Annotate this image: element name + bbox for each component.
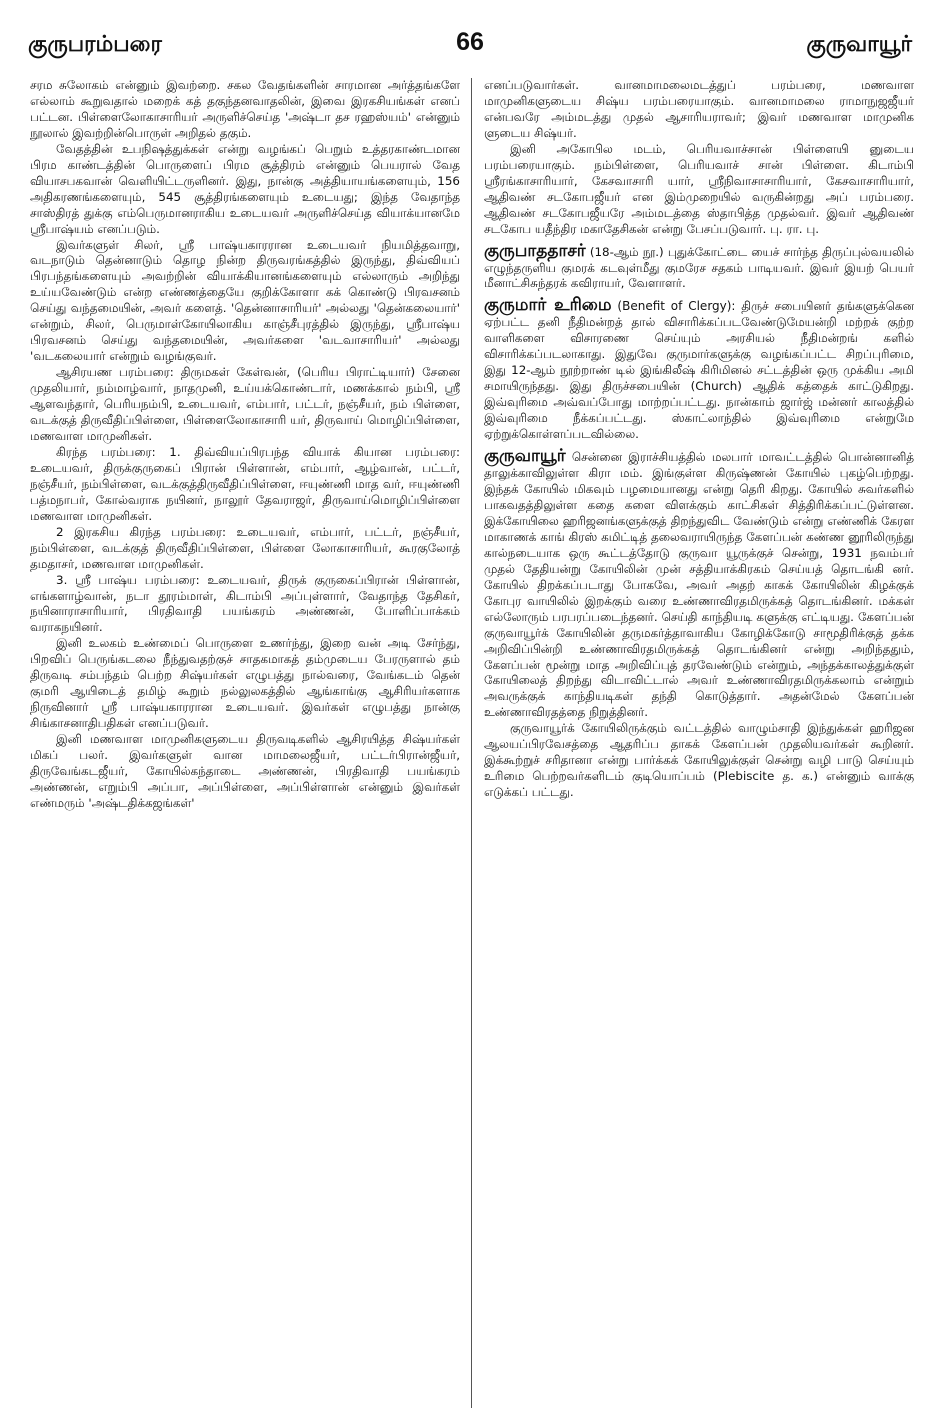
right-column	[484, 78, 914, 1408]
paragraph: இவர்களுள் சிலர், ஸ்ரீ பாஷ்யகாரரான உடையவர் நியமித்தவாறு, வடநாடும் தென்னாடும் தொழ நின்ற திருவரங்கத்தில் இருந்து, திவ்வியப் பிரபந்தங்களையும் அவற்றின் வியாக்கியானங்களையும் எல்லாரும் அறிந்து உய்யவேண்டும் என்ற எண்ணத்தையே குறிக்கோளா கக் கொண்டு பிரவசனம் செய்து வந்தமையின், அவர் களைத். 'தென்னாசாரியர்' அல்லது 'தென்கலையார்' என்றும், சிலர், பெருமாள்கோயிலாகிய காஞ்சீபுரத்தில் இருந்து, ஸ்ரீபாஷ்ய பிரவசனம் செய்து வந்தமையின், அவர்களை 'வடவாசாரியர்' அல்லது 'வடகலையார் என்றும் வழங்குவர்.	[30, 237, 460, 364]
paragraph: இனி உலகம் உண்மைப் பொருளை உணர்ந்து, இறை வன் அடி சேர்ந்து, பிறவிப் பெருங்கடலை நீந்துவதற்குச் சாதகமாகத் தம்முடைய பேரருளால் தம் திருவடி சம்பந்தம் பெற்ற சிஷ்யர்கள் எழுபத்து நால்வரை, வேங்கடம் தென் குமரி ஆயிடைத் தமிழ் கூறும் நல்லுலகத்தில் ஆங்காங்கு ஆசிரியர்களாக நிருவினார் ஸ்ரீ பாஷ்யகாரரான உடையவர். இவர்கள் எழுபத்து நான்கு சிங்காசனாதிபதிகள் எனப்படுவர்.	[30, 636, 460, 731]
paragraph: 3. ஸ்ரீ பாஷ்ய பரம்பரை: உடையவர், திருக் குருகைப்பிரான் பிள்ளான், எங்களாழ்வான், நடா தூரம்மாள், கிடாம்பி அப்புள்ளார், வேதாந்த தேசிகர், நயினாராசாரியார், பிரதிவாதி பயங்கரம் அண்ணன், போளிப்பாக்கம் வராகநயினர்.	[30, 572, 460, 635]
paragraph: கிரந்த பரம்பரை: 1. திவ்வியப்பிரபந்த வியாக் கியான பரம்பரை: உடையவர், திருக்குருகைப் பிரான் பிள்ளான், எம்பார், ஆழ்வான், பட்டர், நஞ்சீயர், நம்பிள்ளை, வடக்குத்திருவீதிப்பிள்ளை, ஈயுண்ணி மாத வர், ஈயுண்ணி பத்மநாபர், கோல்வராக நயினர், நாலூர் தேவராஜர், திருவாய்மொழிப்பிள்ளை மணவாள மாமுனிகள்.	[30, 444, 460, 523]
paragraph: சரம சுலோகம் என்னும் இவற்றை. சகல வேதங்களின் சாரமான அர்த்தங்களே எல்லாம் கூறுவதால் மறைக் கத் தகுந்தனவாதலின், இவை இரகசியங்கள் எனப் பட்டன. பிள்ளைலோகாசாரியர் அருளிச்செய்த 'அஷ்டா தச ரஹஸ்யம்' என்னும் நூலால் இவற்றின்பொருள் அறிதல் தகும்.	[30, 78, 460, 140]
entry-gurupathathasar	[484, 242, 914, 293]
paragraph: குருவாயூர்க் கோயிலிருக்கும் வட்டத்தில் வாழும்சாதி இந்துக்கள் ஹரிஜன ஆலயப்பிரவேசத்தை ஆதரிப்ப தாகக் கேளப்பன் முதலியவர்கள் கூறினர். இக்கூற்றுச் சரிதானா என்று பார்க்கக் கோயிலுக்குள் சென்று வழி பாடு செய்யும் உரிமை பெற்றவர்களிடம் குடியொப்பம் (Plebiscite த. க.) என்னும் வாக்கு எடுக்கப் பட்டது.	[484, 721, 914, 800]
entry-body: சென்னை இராச்சியத்தில் மலபார் மாவட்டத்தில் பொன்னானித் தாலுக்காவிலுள்ள கிரா மம். இங்குள்ள கிருஷ்ணன் கோயில் புகழ்பெற்றது. இந்தக் கோயில் மிகவும் பழமையானது என்று தெரி கிறது. கோயில் சுவர்களில் பாகவதத்திலுள்ள கதை களை விளக்கும் காட்சிகள் சித்திரிக்கப்பட்டுள்ளன. இக்கோயிலை ஹரிஜனங்களுக்குத் திறந்துவிட வேண்டும் என்று எண்ணிக் கேரள மாகாணக் காங் கிரஸ் கமிட்டித் தலைவராயிருந்த கேளப்பன் கண்ண னூரிலிருந்து கால்நடையாக ஒரு கூட்டத்தோடு குருவா யூருக்குச் சென்று, 1931 நவம்பர் முதல் தேதியன்று கோயிலின் முன் சத்தியாக்கிரகம் செய்யத் தொடங்கி னர். கோயில் திறக்கப்படாது போகவே, அவர் அதற் காகக் கோயிலின் கிழக்குக் கோபுர வாயிலில் இறக்கும் வரை உண்ணாவிரதமிருக்கத் தொடங்கினர். மக்கள் எல்லோரும் பரபரப்படைந்தனர். செய்தி காந்தியடி களுக்கு எட்டியது. கேளப்பன் குருவாயூர்க் கோயிலின் தருமகர்த்தாவாகிய கோழிக்கோடு சாமூதிரிக்குத் தக்க அறிவிப்பின்றி உண்ணாவிரதமிருக்கத் தொடங்கினர் என்று அறிந்ததும், கேளப்பன் மூன்று மாத அறிவிப்புத் தரவேண்டும் என்றும், அந்தக்காலத்துக்குள் கோயிலைத் திறந்து விடாவிட்டால் அவர் உண்ணாவிரதமிருக்கலாம் என்றும் அவருக்குக் காந்தியடிகள் தந்தி கொடுத்தார். அதன்மேல் கேளப்பன் உண்ணாவிரதத்தை நிறுத்தினர்.	[484, 450, 914, 720]
paragraph: இனி மணவாள மாமுனிகளுடைய திருவடிகளில் ஆசிரயித்த சிஷ்யர்கள் மிகப் பலர். இவர்களுள் வான மாமலைஜீயர், பட்டர்பிரான்ஜீயர், திருவேங்கடஜீயர், கோயில்கந்தாடை அண்ணன், பிரதிவாதி பயங்கரம் அண்ணன், எறும்பி அப்பா, அப்பிள்ளை, அப்பிள்ளான் என்னும் இவர்கள் எண்மரும் 'அஷ்டதிக்கஜங்கள்'	[30, 732, 460, 810]
running-header	[28, 26, 912, 72]
paragraph: 2 இரகசிய கிரந்த பரம்பரை: உடையவர், எம்பார், பட்டர், நஞ்சீயர், நம்பிள்ளை, வடக்குத் திருவீதிப்பிள்ளை, பிள்ளை லோகாசாரியர், கூரகுலோத் தமதாசர், மணவாள மாமுனிகள்.	[30, 524, 460, 571]
entry-body: (18-ஆம் நூ.) புதுக்கோட்டை யைச் சார்ந்த திருப்புல்வயலில் எழுந்தருளிய குமரக் கடவுள்மீது குமரேச சதகம் பாடியவர். இவர் இயற் பெயர் மீனாட்சிசுந்தரக் கவிராயர், வேளாளர்.	[484, 244, 914, 291]
paragraph: இனி அகோபில மடம், பெரியவாச்சான் பிள்ளையி னுடைய பரம்பரையாகும். நம்பிள்ளை, பெரியவாச் சான் பிள்ளை. கிடாம்பி ஸ்ரீரங்காசாரியார், கேசவாசாரி யார், ஸ்ரீநிவாசாசாரியார், கேசவாசாரியார், ஆதிவண் சடகோபஜீயர் என இம்முறையில் வருகின்றது அப் பரம்பரை. ஆதிவண் சடகோபஜீயரே அம்மடத்தை ஸ்தாபித்த முதல்வர். இவர் ஆதிவண் சடகோப யதீந்திர மகாதேசிகன் என்று பேசப்படுவார். பு. ரா. பு.	[484, 141, 914, 236]
entry-subtitle: (Benefit of Clergy):	[611, 299, 736, 314]
column-divider	[471, 78, 472, 1408]
entry-headword: குருவாயூர்	[484, 446, 566, 467]
running-head-left: குருபரம்பரை	[28, 32, 162, 57]
entry-gurumar-urimai	[484, 296, 914, 443]
left-column	[30, 78, 460, 1408]
entry-body: திருச் சபையினர் தங்களுக்கென ஏற்பட்ட தனி நீதிமன்றத் தால் விசாரிக்கப்படவேண்டுமேயன்றி மற்றக் குற்ற வாளிகளை விசாரணை செய்யும் அரசியல் நீதிமன்றங் களில் விசாரிக்கப்படலாகாது. இதுவே குருமார்களுக்கு வழங்கப்பட்ட சிறப்புரிமை, இது 12-ஆம் நூற்றாண் டில் இங்கிலீஷ் கிரிமினல் சட்டத்தின் ஒரு முக்கிய அமி சமாயிருந்தது. இது திருச்சபையின் (Church) ஆதிக் கத்தைக் காட்டுகிறது. இவ்வுரிமை அவ்வப்போது மாற்றப்பட்டது. நான்காம் ஜார்ஜ் மன்னர் காலத்தில் இவ்வுரிமை நீக்கப்பட்டது. ஸ்காட்லாந்தில் இவ்வுரிமை என்றுமே ஏற்றுக்கொள்ளப்படவில்லை.	[484, 299, 914, 442]
paragraph: வேதத்தின் உபநிஷத்துக்கள் என்று வழங்கப் பெறும் உத்தரகாண்டமான பிரம காண்டத்தின் பொருளைப் பிரம சூத்திரம் என்னும் பெயரால் வேத வியாசபகவான் வெளியிட்டருளினர். இது, நான்கு அத்தியாயங்களையும், 156 அதிகரணங்களையும், 545 சூத்திரங்களையும் உடையது; இந்த வேதாந்த சாஸ்திரத் துக்கு எம்பெருமானராகிய உடையவர் அருளிச்செய்த வியாக்யானமே ஸ்ரீபாஷ்யம் எனப்படும்.	[30, 141, 460, 236]
entry-guruvayur	[484, 447, 914, 721]
entry-headword: குருபாததாசர்	[484, 240, 586, 261]
entry-headword: குருமார் உரிமை	[484, 295, 612, 316]
page-number: 66	[456, 28, 484, 56]
paragraph: ஆசிரயண பரம்பரை: திருமகள் கேள்வன், (பெரிய பிராட்டியார்) சேனை முதலியார், நம்மாழ்வார், நாதமுனி, உய்யக்கொண்டார், மணக்கால் நம்பி, ஸ்ரீ ஆளவந்தார், பெரியநம்பி, உடையவர், எம்பார், பட்டர், நஞ்சீயர், நம் பிள்ளை, வடக்குத் திருவீதிப்பிள்ளை, பிள்ளைலோகாசாரி யர், திருவாய் மொழிப்பிள்ளை, மணவாள மாமுனிகள்.	[30, 365, 460, 443]
running-head-right: குருவாயூர்	[806, 32, 912, 57]
paragraph: எனப்படுவார்கள். வானமாமலைமடத்துப் பரம்பரை, மணவாள மாமுனிகளுடைய சிஷ்ய பரம்பரையாகும். வானமாமலை ராமாநுஜஜீயர் என்பவரே அம்மடத்து முதல் ஆசாரியராவர்; இவர் மணவாள மாமுனிக ளுடைய சிஷ்யர்.	[484, 78, 914, 140]
